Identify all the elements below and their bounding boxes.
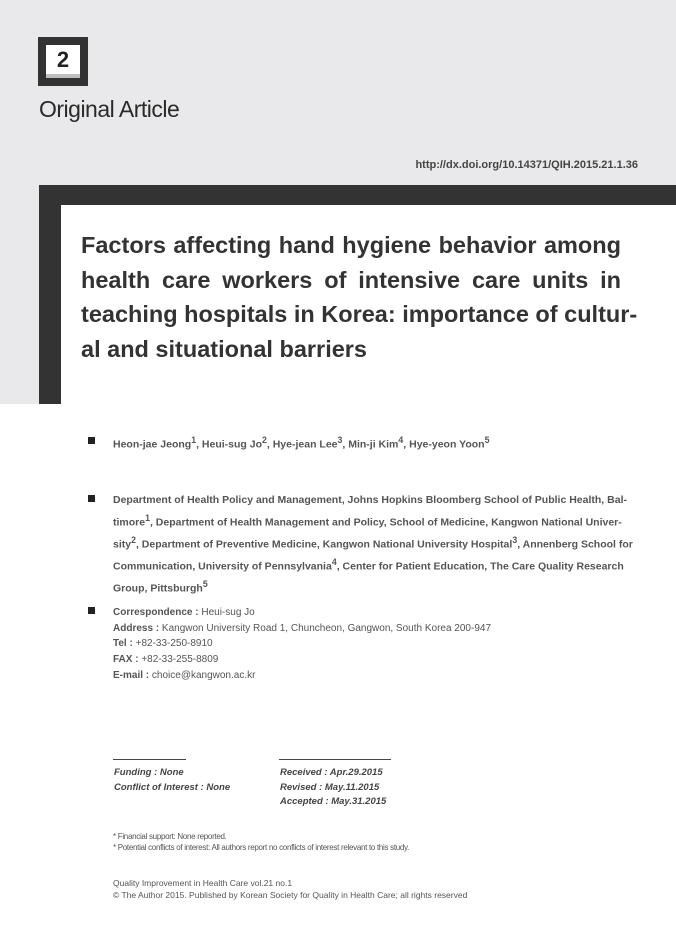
correspondence	[113, 605, 491, 684]
author-affil-sup: 1	[191, 435, 197, 445]
author-name: Hye-jean Lee	[272, 438, 338, 451]
author-affil-sup: 5	[484, 435, 490, 445]
funding-line: Funding : None	[114, 767, 184, 778]
affiliations	[113, 492, 633, 598]
correspondence-address: Address : Kangwon University Road 1, Chuncheon, Gangwon, South Korea 200-947	[113, 622, 492, 634]
footnotes	[113, 831, 409, 853]
author-affil-sup: 3	[337, 435, 343, 445]
title-line: health care workers of intensive care units in	[81, 266, 621, 293]
correspondence-bullet	[88, 607, 95, 614]
footnote: * Potential conflicts of interest: All authors report no conflicts of interest relevant to this study.	[113, 843, 410, 852]
doi-link[interactable]: http://dx.doi.org/10.14371/QIH.2015.21.1.36	[415, 159, 638, 171]
funding-rule	[113, 759, 186, 760]
title-line: Factors affecting hand hygiene behavior among	[81, 232, 621, 258]
correspondence-email: E-mail : choice@kangwon.ac.kr	[113, 669, 256, 681]
article-title	[81, 228, 638, 366]
affiliation-line: Group, Pittsburgh$^5$	[113, 578, 208, 594]
author-affil-sup: 4	[398, 435, 404, 445]
correspondence-tel: Tel : +82-33-250-8910	[113, 638, 213, 650]
section-number: 2	[46, 45, 80, 74]
badge-underline	[46, 74, 80, 78]
page-footer	[113, 878, 467, 901]
author-affil-sup: 2	[262, 435, 267, 445]
footnote: * Financial support: None reported.	[113, 832, 227, 841]
affiliation-line: sity$^2$, Department of Preventive Medicine, Kangwon National University Hospital$^3$, Annenberg School for	[113, 534, 633, 550]
article-type-label: Original Article	[39, 96, 180, 122]
author-list: Heon-jae Jeong$^1$, Heui-sug Jo$^2$, Hye-jean Lee$^3$, Min-ji Kim$^4$, Hye-yeon Yoon$^5$	[113, 435, 490, 451]
journal-citation: Quality Improvement in Health Care vol.21 no.1	[113, 878, 293, 888]
author-name: Hye-yeon Yoon	[409, 438, 485, 451]
affiliation-line: Communication, University of Pennsylvania$^4$, Center for Patient Education, The Care Quality Research	[113, 556, 624, 572]
author-name: Min-ji Kim	[348, 438, 399, 451]
correspondence-fax: FAX : +82-33-255-8809	[113, 654, 219, 666]
funding-info	[114, 766, 230, 795]
copyright-line: © The Author 2015. Published by Korean Society for Quality in Health Care; all rights reserved	[113, 889, 468, 900]
correspondence-author: Correspondence : Heui-sug Jo	[113, 607, 255, 618]
article-dates	[280, 766, 386, 810]
section-badge	[38, 37, 88, 86]
affiliation-line: timore$^1$, Department of Health Management and Policy, School of Medicine, Kangwon National Univer-	[113, 512, 622, 528]
affiliations-bullet	[88, 495, 95, 502]
author-name: Heui-sug Jo	[201, 438, 262, 451]
conflict-line: Conflict of Interest : None	[114, 781, 231, 793]
dates-rule	[279, 759, 391, 760]
revised-date: Revised : May.11.2015	[280, 781, 380, 793]
received-date: Received : Apr.29.2015	[280, 767, 383, 778]
authors-bullet	[88, 437, 95, 444]
accepted-date: Accepted : May.31.2015	[280, 796, 387, 807]
title-line: teaching hospitals in Korea: importance of cultur-	[81, 301, 638, 327]
title-line: al and situational barriers	[81, 335, 368, 362]
email-link[interactable]: choice@kangwon.ac.kr	[151, 669, 256, 681]
affiliation-line: Department of Health Policy and Management, Johns Hopkins Bloomberg School of Public Health, Bal-	[113, 494, 627, 506]
author-name: Heon-jae Jeong	[113, 438, 192, 451]
